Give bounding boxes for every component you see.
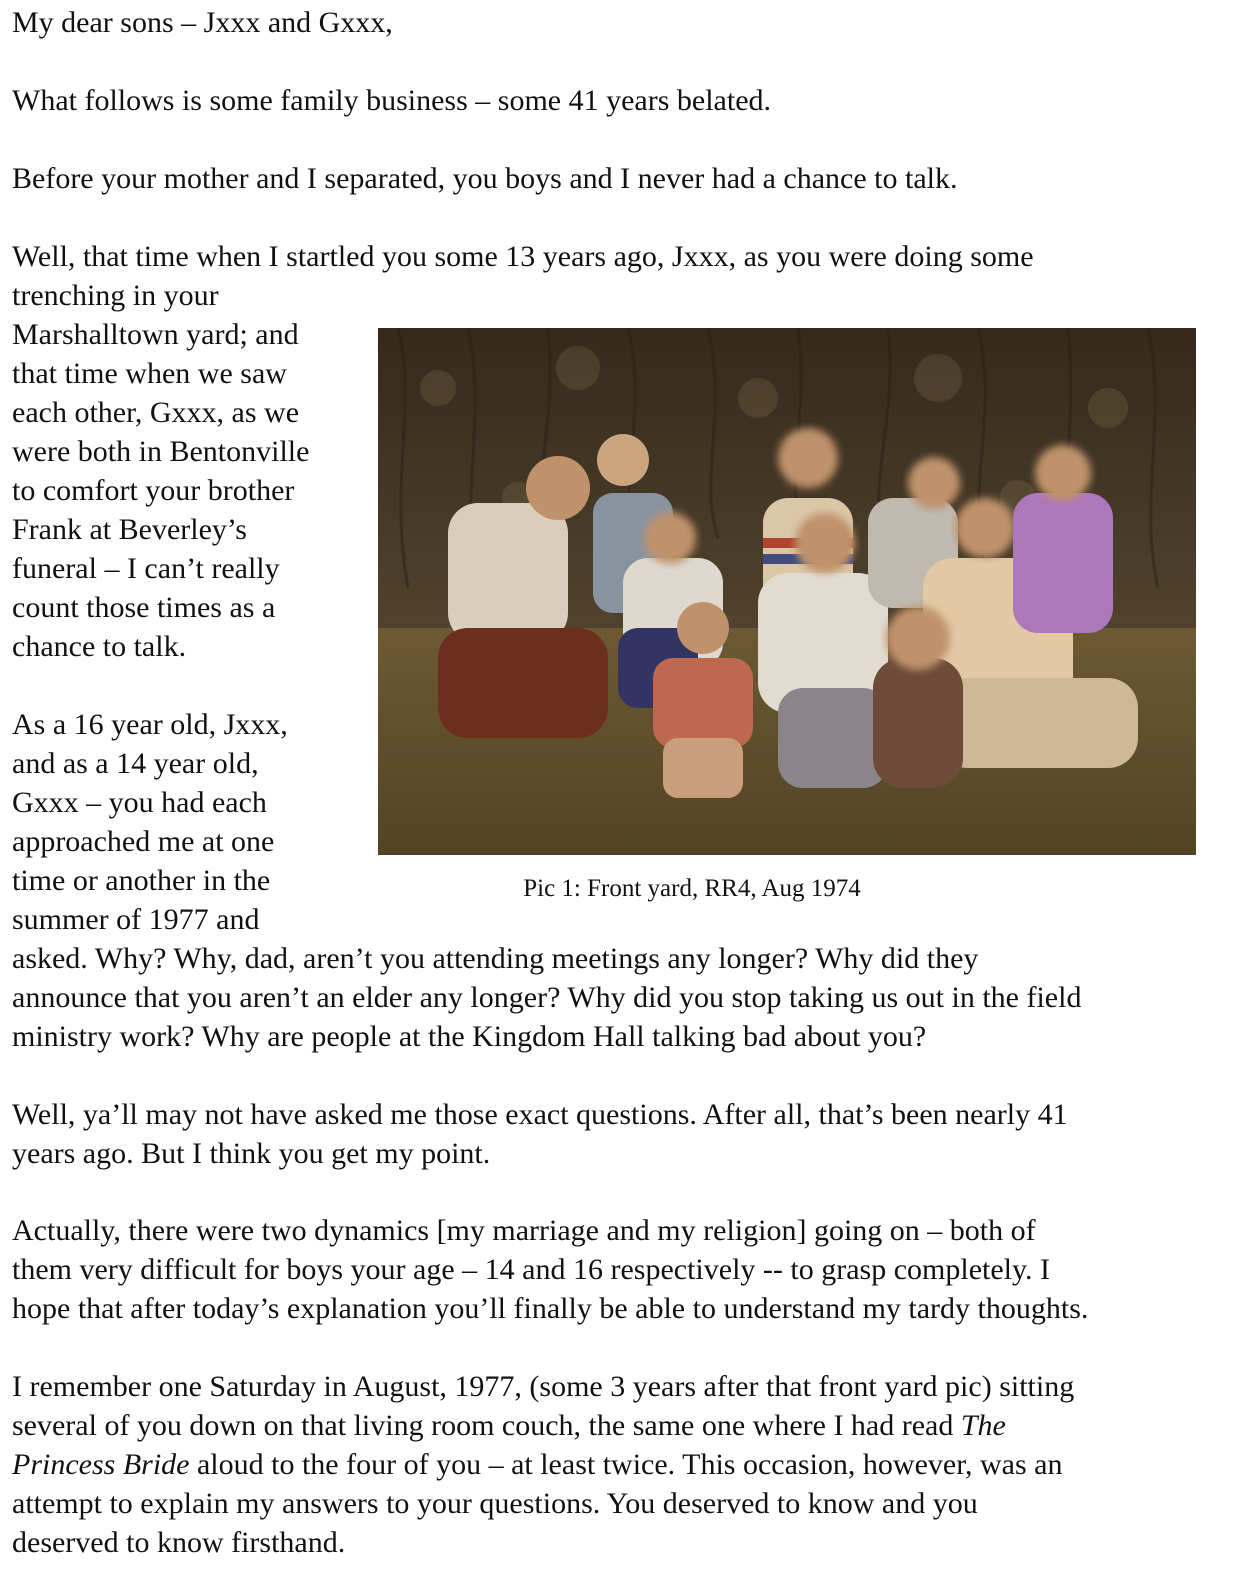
paragraph-3-line: funeral – I can’t really <box>12 552 280 585</box>
paragraph-4-line: time or another in the <box>12 864 271 897</box>
paragraph-4-line: As a 16 year old, Jxxx, <box>12 708 288 741</box>
paragraph-4-line: and as a 14 year old, <box>12 747 259 780</box>
paragraph-3-line: Frank at Beverley’s <box>12 513 247 546</box>
paragraph-3-line: trenching in your <box>12 279 219 312</box>
paragraph-3-line: Well, that time when I startled you some 13 years ago, Jxxx, as you were doing some <box>12 240 1034 273</box>
family-photo-illustration <box>378 328 1196 855</box>
paragraph-5-line: years ago. But I think you get my point. <box>12 1137 491 1170</box>
paragraph-4-line: asked. Why? Why, dad, aren’t you attending meetings any longer? Why did they <box>12 942 979 975</box>
paragraph-7-line: attempt to explain my answers to your questions. You deserved to know and you <box>12 1487 978 1520</box>
text-run: several of you down on that living room couch, the same one where I had read <box>12 1409 961 1442</box>
paragraph-6-line: them very difficult for boys your age – 14 and 16 respectively -- to grasp completely. I <box>12 1253 1051 1286</box>
paragraph-1: What follows is some family business – some 41 years belated. <box>12 84 772 117</box>
family-photo <box>378 328 1196 855</box>
paragraph-3-line: each other, Gxxx, as we <box>12 396 300 429</box>
text-run: aloud to the four of you – at least twice. This occasion, however, was an <box>189 1448 1063 1481</box>
paragraph-3-line: to comfort your brother <box>12 474 295 507</box>
book-title-italic: Princess Bride <box>12 1448 190 1481</box>
paragraph-5-line: Well, ya’ll may not have asked me those exact questions. After all, that’s been nearly 41 <box>12 1098 1068 1131</box>
paragraph-4-line: summer of 1977 and <box>12 903 260 936</box>
paragraph-6-line: hope that after today’s explanation you’ll finally be able to understand my tardy thoughts. <box>12 1292 1089 1325</box>
paragraph-6-line: Actually, there were two dynamics [my marriage and my religion] going on – both of <box>12 1214 1036 1247</box>
paragraph-3-line: count those times as a <box>12 591 276 624</box>
paragraph-4-line: approached me at one <box>12 825 275 858</box>
paragraph-3-line: that time when we saw <box>12 357 287 390</box>
book-title-italic: The <box>960 1409 1006 1442</box>
paragraph-7-line <box>12 1406 1006 1445</box>
paragraph-4-line: announce that you aren’t an elder any longer? Why did you stop taking us out in the field <box>12 981 1082 1014</box>
paragraph-7-line <box>12 1445 1062 1484</box>
paragraph-3-line: were both in Bentonville <box>12 435 310 468</box>
paragraph-4-line: Gxxx – you had each <box>12 786 267 819</box>
paragraph-2: Before your mother and I separated, you boys and I never had a chance to talk. <box>12 162 958 195</box>
paragraph-3-line: Marshalltown yard; and <box>12 318 299 351</box>
photo-caption: Pic 1: Front yard, RR4, Aug 1974 <box>523 875 861 902</box>
paragraph-3-line: chance to talk. <box>12 630 187 663</box>
paragraph-7-line: deserved to know firsthand. <box>12 1526 346 1559</box>
salutation: My dear sons – Jxxx and Gxxx, <box>12 6 393 39</box>
paragraph-4-line: ministry work? Why are people at the Kingdom Hall talking bad about you? <box>12 1020 927 1053</box>
paragraph-7-line: I remember one Saturday in August, 1977, (some 3 years after that front yard pic) sitting <box>12 1370 1075 1403</box>
